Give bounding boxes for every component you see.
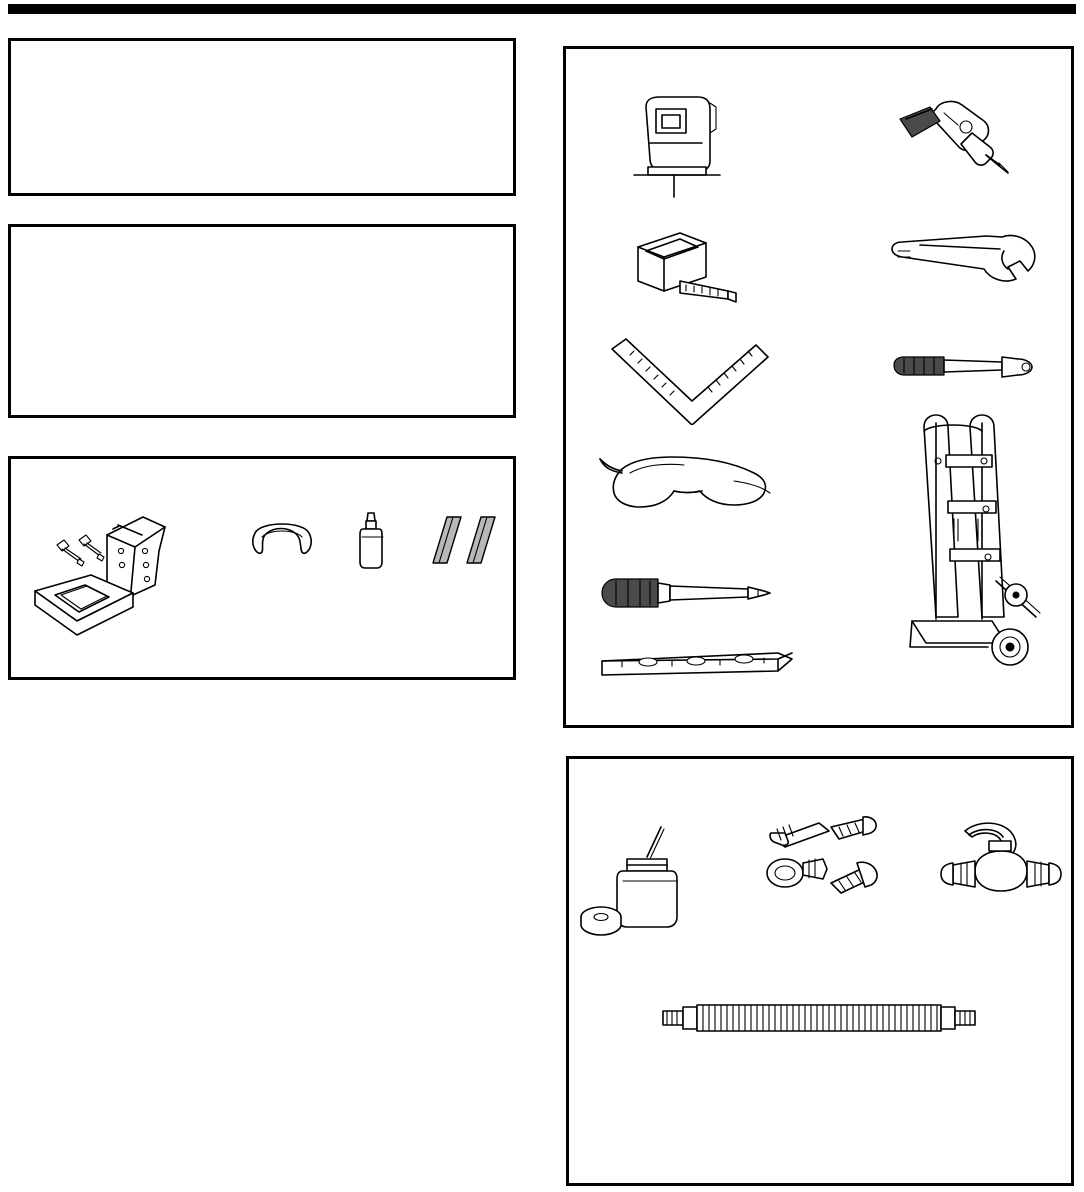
tape-measure-icon <box>624 229 794 309</box>
power-drill-icon <box>882 97 1022 187</box>
pipe-fittings-icon <box>757 813 917 943</box>
panel-notes-a <box>8 38 516 196</box>
safety-glasses-icon <box>596 449 796 539</box>
panel-materials-needed <box>566 756 1074 1186</box>
mounting-screws-icon <box>57 535 104 566</box>
spirit-level-icon <box>592 645 802 685</box>
burner-cap-ring-illustration <box>245 521 323 569</box>
page-top-rule <box>8 4 1076 14</box>
lubricant-bottle-illustration <box>349 507 397 577</box>
panel-notes-b <box>8 224 516 418</box>
phillips-screwdriver-icon <box>590 565 790 621</box>
pipe-joint-compound-icon <box>579 819 709 939</box>
nut-driver-icon <box>884 347 1044 397</box>
filler-strips-illustration <box>431 507 511 577</box>
jigsaw-icon <box>626 91 746 201</box>
adjustable-wrench-icon <box>886 231 1046 291</box>
bracket-icon <box>107 517 165 595</box>
panel-tools-needed <box>563 46 1074 728</box>
shutoff-valve-icon <box>923 817 1073 947</box>
hand-truck-icon <box>892 409 1072 679</box>
panel-parts-included <box>8 456 516 680</box>
flexible-gas-connector-icon <box>659 993 979 1043</box>
anti-tip-bracket-assembly-illustration <box>21 499 201 669</box>
carpenters-square-icon <box>604 335 794 425</box>
